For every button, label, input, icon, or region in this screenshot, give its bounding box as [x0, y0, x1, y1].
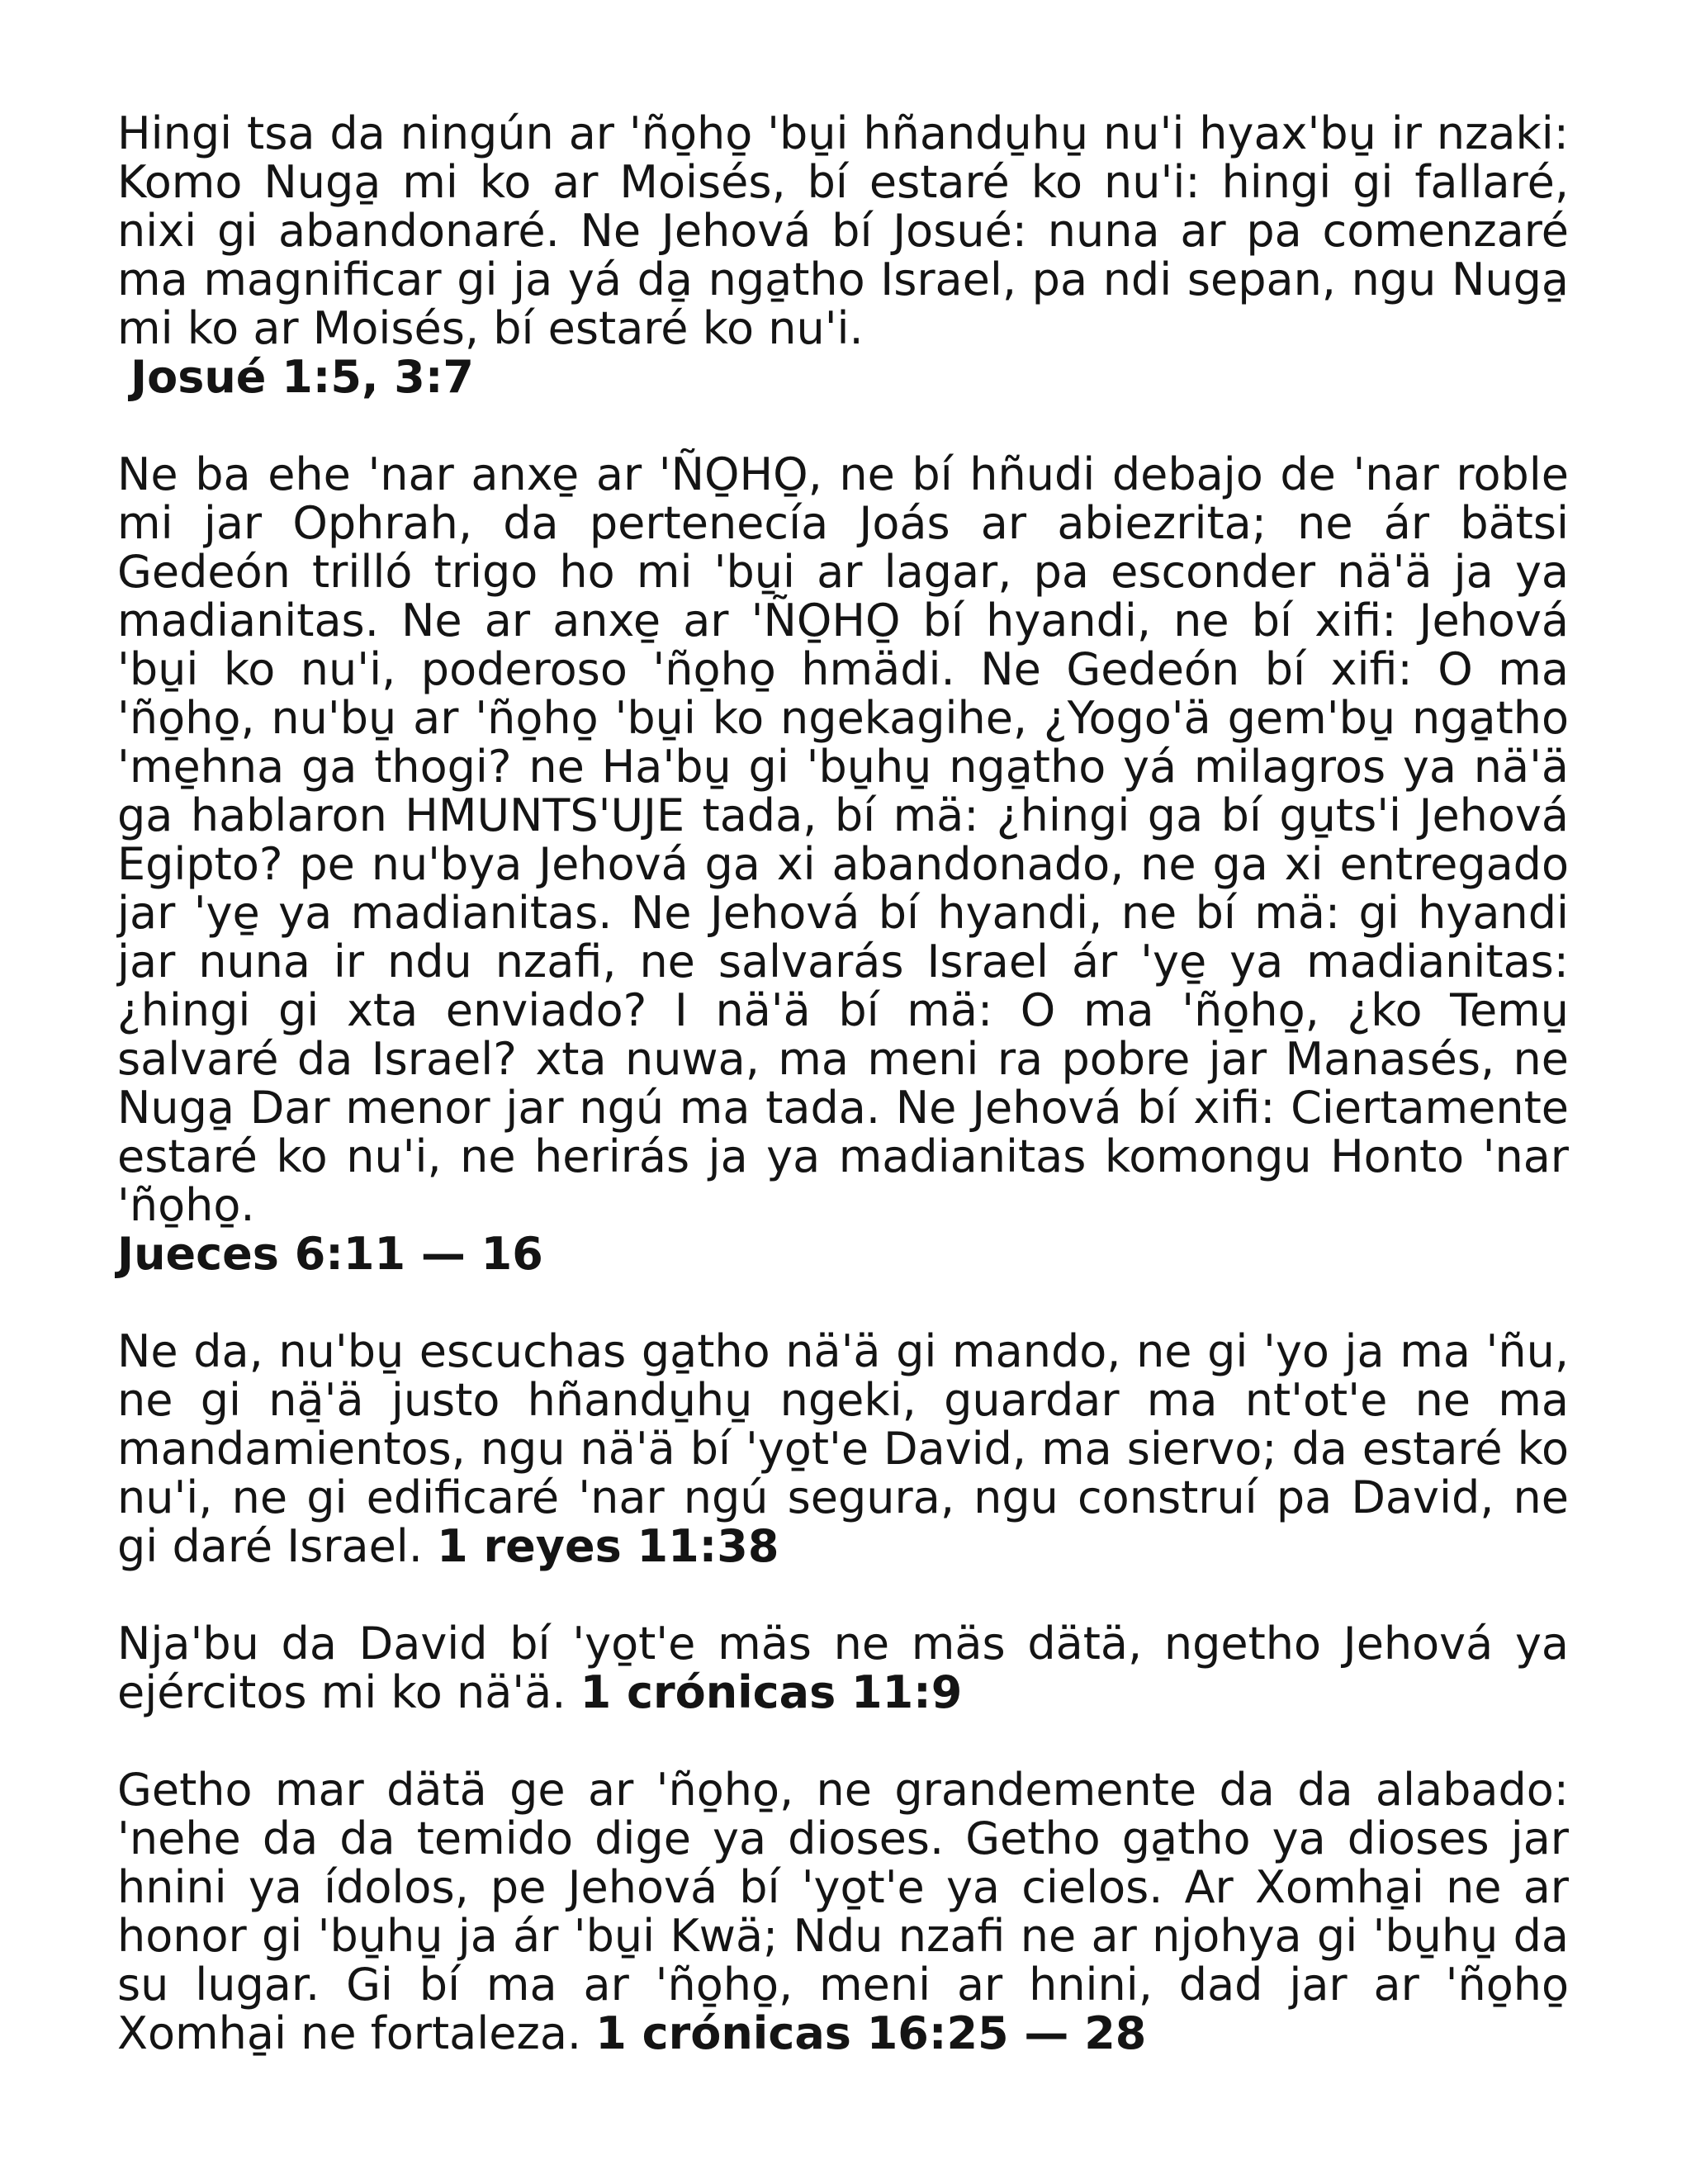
- passage-jueces: [117, 450, 1569, 1278]
- passage-cronicas-11: [117, 1619, 1569, 1717]
- passage-reference: 1 crónicas 11:9: [580, 1666, 963, 1718]
- passage-cronicas-16: [117, 1765, 1569, 2058]
- passage-text: Ne ba ehe 'nar anxe̱ ar 'ÑO̱HO̱, ne bí hñudi debajo de 'nar roble mi jar Ophrah, da pertenecía Joás ar abiezrita; ne ár bätsi Gedeón trilló trigo ho mi 'bu̱i ar lagar, pa esconder nä'ä ja ya madianitas. Ne ar anxe̱ ar 'ÑO̱HO̱ bí hyandi, ne bí xifi: Jehová 'bu̱i ko nu'i, poderoso 'ño̱ho̱ hmädi. Ne Gedeón bí xifi: O ma 'ño̱ho̱, nu'bu̱ ar 'ño̱ho̱ 'bu̱i ko ngekagihe, ¿Yogo'ä gem'bu̱ nga̱tho 'me̱hna ga thogi? ne Ha'bu̱ gi 'bu̱hu̱ nga̱tho yá milagros ya nä'ä ga hablaron HMUNTS'UJE tada, bí mä: ¿hingi ga bí gu̱ts'i Jehová Egipto? pe nu'bya Jehová ga xi abandonado, ne ga xi entregado jar 'ye̱ ya madianitas. Ne Jehová bí hyandi, ne bí mä: gi hyandi jar nuna ir ndu nzafi, ne salvarás Israel ár 'ye̱ ya madianitas: ¿hingi gi xta enviado? I nä'ä bí mä: O ma 'ño̱ho̱, ¿ko Temu̱ salvaré da Israel? xta nuwa, ma meni ra pobre jar Manasés, ne Nuga̱ Dar menor jar ngú ma tada. Ne Jehová bí xifi: Ciertamente estaré ko nu'i, ne herirás ja ya madianitas komongu Honto 'nar 'ño̱ho̱.: [117, 448, 1569, 1231]
- passage-reference: 1 crónicas 16:25 — 28: [595, 2007, 1147, 2059]
- passage-text: Ne da, nu'bu̱ escuchas ga̱tho nä'ä gi mando, ne gi 'yo ja ma 'ñu, ne gi nä̱'ä justo hñandu̱hu̱ ngeki, guardar ma nt'ot'e ne ma mandamientos, ngu nä'ä bí 'yo̱t'e David, ma siervo; da estaré ko nu'i, ne gi edificaré 'nar ngú segura, ngu construí pa David, ne gi daré Israel.: [117, 1325, 1569, 1572]
- passage-reyes: [117, 1327, 1569, 1570]
- passage-text: Getho mar dätä ge ar 'ño̱ho̱, ne grandemente da da alabado: 'nehe da da temido dige ya dioses. Getho ga̱tho ya dioses jar hnini ya ídolos, pe Jehová bí 'yo̱t'e ya cielos. Ar Xomha̱i ne ar honor gi 'bu̱hu̱ ja ár 'bu̱i Kwä; Ndu nzafi ne ar njohya gi 'bu̱hu̱ da su lugar. Gi bí ma ar 'ño̱ho̱, meni ar hnini, dad jar ar 'ño̱ho̱ Xomha̱i ne fortaleza.: [117, 1764, 1569, 2059]
- passage-reference: Josué 1:5, 3:7: [130, 351, 474, 403]
- passage-reference: 1 reyes 11:38: [437, 1520, 779, 1572]
- passage-josue: [117, 109, 1569, 401]
- passage-reference: Jueces 6:11 — 16: [117, 1228, 543, 1280]
- devotional-page: [117, 109, 1569, 2106]
- passage-text: Nja'bu da David bí 'yo̱t'e mäs ne mäs dätä, ngetho Jehová ya ejércitos mi ko nä'ä.: [117, 1618, 1569, 1718]
- passage-text: Hingi tsa da ningún ar 'ño̱ho̱ 'bu̱i hñandu̱hu̱ nu'i hyax'bu̱ ir nzaki: Komo Nuga̱ mi ko ar Moisés, bí estaré ko nu'i: hingi gi fallaré, nixi gi abandonaré. Ne Jehová bí Josué: nuna ar pa comenzaré ma magnificar gi ja yá da̱ nga̱tho Israel, pa ndi sepan, ngu Nuga̱ mi ko ar Moisés, bí estaré ko nu'i.: [117, 107, 1569, 354]
